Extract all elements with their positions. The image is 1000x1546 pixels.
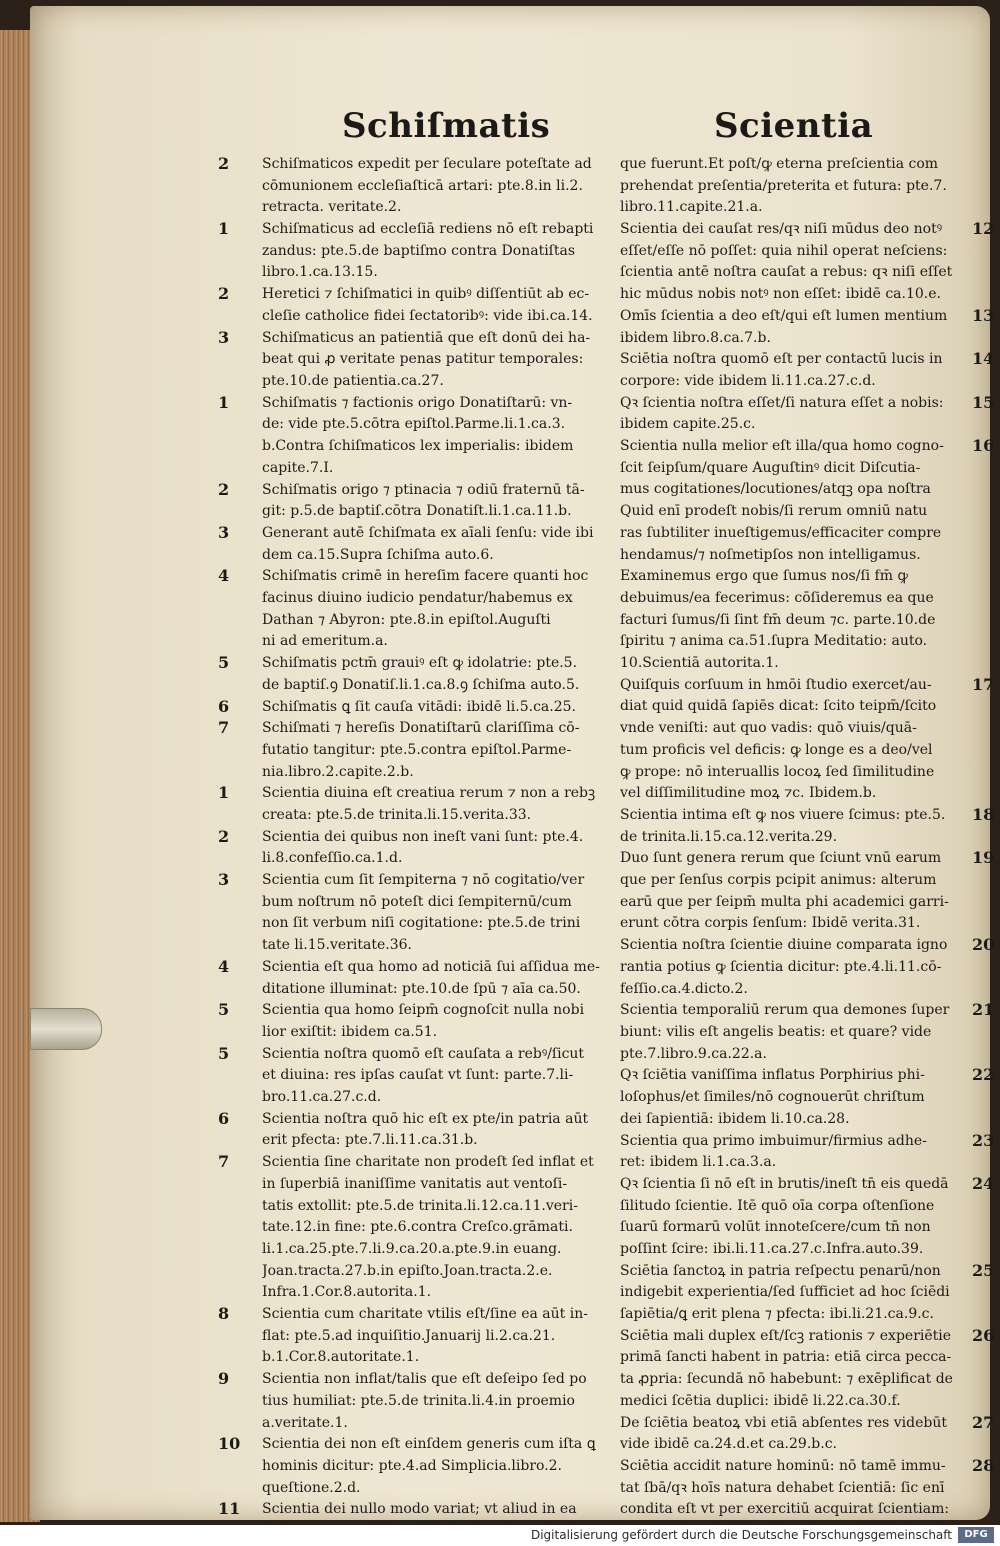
text-line: Examinemus ergo que ſumus nos/ſi fm̄ ꝙ <box>620 568 908 585</box>
entry-text <box>262 697 614 719</box>
entry-number: 21 <box>972 1000 995 1020</box>
entry-text <box>620 848 965 935</box>
index-entry <box>620 392 995 436</box>
text-line: eſſet/eſſe nō poſſet: quia nihil operat neſciens: <box>620 242 948 259</box>
index-entry <box>620 935 995 1000</box>
text-line: a.veritate.1. <box>262 1414 348 1431</box>
index-entry <box>620 1412 995 1456</box>
text-line: Heretici ⁊ ſchiſmatici in quibꝰ diſſentiūt ab ec- <box>262 286 590 303</box>
entry-number: 12 <box>972 219 995 239</box>
text-line: Scientia ſine charitate non prodeſt ſed inflat et <box>262 1154 594 1171</box>
text-line: condita eſt vt per exercitiū acquirat ſcientiam: <box>620 1501 950 1518</box>
index-entry <box>218 1000 614 1043</box>
dfg-logo: DFG <box>958 1527 994 1543</box>
text-line: git: p.5.de baptiſ.cōtra Donatiſt.li.1.ca.11.b. <box>262 503 572 520</box>
running-head-right: Scientia <box>714 106 874 146</box>
text-line: Scientia temporaliū rerum qua demones ſuper <box>620 1002 950 1019</box>
text-line: 10.Scientiā autorita.1. <box>620 654 779 671</box>
entry-text <box>620 805 965 848</box>
text-line: prehendat preſentia/preterita et futura: pte.7. <box>620 177 947 194</box>
entry-text <box>262 870 614 957</box>
text-line: Generant autē ſchiſmata ex aīali ſenſu: vide ibi <box>262 524 594 541</box>
text-line: ret: ibidem li.1.ca.3.a. <box>620 1154 777 1171</box>
text-line: Scientia dei cauſat res/qꝛ niſi mūdus deo notꝰ <box>620 221 943 238</box>
entry-number: 17 <box>972 674 995 694</box>
text-line: Scientia dei non eſt einſdem generis cum iſta ꝗ <box>262 1436 596 1453</box>
index-entry <box>620 805 995 848</box>
text-line: non ſit verbum niſi cogitatione: pte.5.de trini <box>262 915 581 932</box>
entry-number: 11 <box>218 1499 241 1519</box>
entry-number: 2 <box>218 154 230 173</box>
entry-number: 3 <box>218 327 230 347</box>
entry-text <box>620 1065 965 1130</box>
text-line: Sciētia accidit nature hominū: nō tamē immu- <box>620 1458 946 1474</box>
text-line: Scientia qua homo ſeipm̄ cognoſcit nulla nobi <box>262 1002 585 1019</box>
text-line: li.1.ca.25.pte.7.li.9.ca.20.a.pte.9.in euang. <box>262 1240 562 1257</box>
entry-number: 4 <box>218 956 230 976</box>
text-line: futatio tangitur: pte.5.contra epiſtol.Parme- <box>262 741 572 758</box>
text-line: retracta. veritate.2. <box>262 199 402 216</box>
entry-number: 19 <box>972 848 995 868</box>
index-entry <box>620 219 995 306</box>
index-entry <box>620 305 995 349</box>
text-line: ſcientia antē noſtra cauſat a rebus: qꝛ niſi eſſet <box>620 264 953 281</box>
index-entry <box>218 956 614 1000</box>
text-line: lior exiſtit: ibidem ca.51. <box>262 1023 438 1040</box>
text-line: tum proficis vel deficis: ꝙ longe es a deo/vel <box>620 741 933 758</box>
text-line: indigebit experientia/ſed ſufficiet ad hoc ſciēdi <box>620 1284 950 1301</box>
text-line: ibidem libro.8.ca.7.b. <box>620 329 771 346</box>
text-line: ditatione illuminat: pte.10.de ſpū ⁊ aīa ca.50. <box>262 980 581 997</box>
entry-text <box>620 1413 965 1456</box>
bookmark-clip <box>30 1008 102 1050</box>
entry-text <box>620 1326 965 1413</box>
entry-number: 1 <box>218 219 230 239</box>
entry-text <box>620 349 965 392</box>
index-entry <box>218 696 614 719</box>
text-line: ſapiētia/ꝗ erit plena ⁊ pfecta: ibi.li.21.ca.9.c. <box>620 1306 934 1323</box>
text-line: rantia potius ꝙ ſcientia dicitur: pte.4.li.11.cō- <box>620 958 942 975</box>
text-line: corpore: vide ibidem li.11.ca.27.c.d. <box>620 372 876 389</box>
entry-text <box>262 827 614 870</box>
text-line: dem ca.15.Supra ſchiſma auto.6. <box>262 546 494 563</box>
index-entry <box>218 479 614 523</box>
entry-text <box>262 480 614 523</box>
text-line: et diuina: res ipſas cauſat vt ſunt: parte.7.li- <box>262 1067 574 1084</box>
text-line: Scientia non inflat/talis que eſt deſeipo ſed po <box>262 1371 587 1388</box>
entry-number: 4 <box>218 566 230 586</box>
text-line: Scientia diuina eſt creatiua rerum ⁊ non a rebꝫ <box>262 785 596 802</box>
entry-number: 27 <box>972 1412 995 1432</box>
entry-text <box>620 393 965 436</box>
index-entry <box>620 1260 995 1326</box>
entry-number: 9 <box>218 1369 230 1389</box>
index-entry <box>218 392 614 480</box>
text-line: Duo ſunt genera rerum que ſciunt vnū earum <box>620 850 942 867</box>
entry-text <box>620 436 965 675</box>
entry-number: 5 <box>218 653 230 673</box>
entry-text <box>620 1000 965 1065</box>
text-line: nia.libro.2.capite.2.b. <box>262 763 414 780</box>
text-line: Qꝛ ſciētia vaniſſima inflatus Porphirius phi- <box>620 1067 925 1084</box>
entry-text <box>262 1000 614 1043</box>
entry-number: 15 <box>972 392 995 412</box>
text-line: poſſint ſcire: ibi.li.11.ca.27.c.Infra.auto.39. <box>620 1240 924 1257</box>
text-line: Scientia nulla melior eſt illa/qua homo cogno- <box>620 438 944 455</box>
text-line: libro.11.capite.21.a. <box>620 199 763 216</box>
text-line: de: vide pte.5.cōtra epiſtol.Parme.li.1.ca.3. <box>262 416 566 433</box>
running-head-left: Schiſmatis <box>342 106 551 146</box>
text-line: Scientia cum ſit ſempiterna ⁊ nō cogitatio/ver <box>262 872 585 889</box>
text-line: Sciētia noſtra quomō eſt per contactū lucis in <box>620 351 943 368</box>
text-line: Scientia noſtra quomō eſt cauſata a rebꝰ/ſicut <box>262 1045 585 1062</box>
text-line: Schiſmaticus an patientiā que eſt donū dei ha- <box>262 329 591 346</box>
text-line: Qꝛ ſcientia noſtra eſſet/ſi natura eſſet a nobis: <box>620 394 944 411</box>
text-line: Scientia noſtra ſcientie diuine comparata igno <box>620 937 948 954</box>
text-line: Scientia noſtra quō hic eſt ex pte/in patria aūt <box>262 1110 589 1127</box>
text-line: cōmunionem eccleſiaſticā artari: pte.8.in li.2. <box>262 177 583 194</box>
text-line: hominis dicitur: pte.4.ad Simplicia.libro.2. <box>262 1457 563 1474</box>
text-line: debuimus/ea fecerimus: cōſideremus ea que <box>620 589 934 606</box>
entry-text <box>262 653 614 696</box>
text-line: vnde veniſti: aut quo vadis: quō viuis/quā- <box>620 720 917 737</box>
text-line: Joan.tracta.27.b.in epiſto.Joan.tracta.2.e. <box>262 1262 553 1279</box>
text-line: libro.1.ca.13.15. <box>262 264 378 281</box>
text-line: tate.12.in fine: pte.6.contra Creſco.grāmati. <box>262 1219 573 1236</box>
entry-text <box>620 1456 965 1525</box>
text-line: Schiſmati ⁊ hereſis Donatiſtarū clariſſima cō- <box>262 720 580 737</box>
text-line: ta ꝓpria: ſecundā nō habebunt: ⁊ exēplificat de <box>620 1371 953 1388</box>
text-line: que fuerunt.Et poſt/ꝙ eterna preſcientia com <box>620 156 939 172</box>
entry-number: 6 <box>218 1108 230 1128</box>
entry-text <box>262 284 614 327</box>
index-entry <box>218 783 614 826</box>
text-line: tius humiliat: pte.5.de trinita.li.4.in proemio <box>262 1392 575 1409</box>
entry-text <box>262 1152 614 1304</box>
text-line: Scientia qua primo imbuimur/firmius adhe- <box>620 1132 927 1149</box>
text-line: mus cogitationes/locutiones/atqꝫ opa noſtra <box>620 481 931 498</box>
index-entry <box>218 1304 614 1369</box>
text-line: erit pfecta: pte.7.li.11.ca.31.b. <box>262 1132 478 1149</box>
text-line: Sciētia mali duplex eſt/ſcꝫ rationis ⁊ experiētie <box>620 1327 952 1344</box>
text-line: li.8.confeſſio.ca.1.d. <box>262 850 403 867</box>
entry-text <box>262 718 614 783</box>
text-line: de trinita.li.15.ca.12.verita.29. <box>620 828 838 845</box>
entry-number: 22 <box>972 1065 995 1085</box>
index-entry <box>218 1434 614 1499</box>
text-line: Scientia dei quibus non ineſt vani ſunt: pte.4. <box>262 828 584 845</box>
index-entry <box>218 826 614 870</box>
index-entry <box>218 1043 614 1109</box>
entry-number: 26 <box>972 1325 995 1345</box>
text-line: erunt cōtra corpis ſenſum: Ibidē verita.31. <box>620 915 921 932</box>
index-entry <box>218 653 614 696</box>
text-line: ꝙ prope: nō interuallis locoꝝ ſed ſimilitudine <box>620 763 935 780</box>
index-entry <box>218 1499 614 1525</box>
entry-text <box>620 675 965 805</box>
footer-credit-text: Digitalisierung gefördert durch die Deutsche Forschungsgemeinschaft <box>530 1528 952 1542</box>
text-line: biunt: vilis eſt angelis beatis: et quare? vide <box>620 1023 932 1040</box>
text-line: tat ſbā/qꝛ hoīs natura dehabet ſcientiā: ſic enī <box>620 1479 945 1496</box>
entry-text <box>262 154 614 219</box>
entry-text <box>620 219 965 306</box>
entry-text <box>620 1131 965 1174</box>
index-entry <box>218 566 614 653</box>
entry-text <box>262 1109 614 1152</box>
index-entry <box>218 1369 614 1434</box>
entry-number: 5 <box>218 1000 230 1020</box>
index-entry <box>620 436 995 675</box>
text-line: Sciētia ſanctoꝝ in patria reſpectu penarū/non <box>620 1262 941 1279</box>
text-line: ſuarū formarū volūt innoteſcere/cum tn̄ non <box>620 1219 931 1236</box>
entry-number: 1 <box>218 392 230 412</box>
entry-text <box>262 1044 614 1109</box>
text-line: Schiſmatis crimē in hereſim facere quanti hoc <box>262 568 589 585</box>
text-line: bum noſtrum nō poteſt dici ſempiternū/cum <box>262 893 572 910</box>
text-line: vel diſſimilitudine moꝝ ⁊c. Ibidem.b. <box>620 785 877 802</box>
index-entry <box>218 870 614 957</box>
text-line: beat qui ꝓ veritate penas patitur temporales: <box>262 351 584 368</box>
index-entry <box>620 848 995 935</box>
index-entry <box>218 154 614 219</box>
index-entry <box>218 327 614 393</box>
text-line: Quiſquis corſuum in hmōi ſtudio exercet/au- <box>620 676 932 693</box>
text-line: b.Contra ſchiſmaticos lex imperialis: ibidem <box>262 438 574 455</box>
text-line: facturi ſumus/ſi ſint fm̄ deum ⁊c. parte.10.de <box>620 611 936 628</box>
text-line: creata: pte.5.de trinita.li.15.verita.33. <box>262 806 532 823</box>
entry-number: 2 <box>218 479 230 499</box>
text-line: diat quid quidā ſapiēs dicat: ſcito teipm̄/ſcito <box>620 698 937 715</box>
text-line: hendamus/⁊ noſmetipſos non intelligamus. <box>620 546 921 563</box>
index-entry <box>620 1325 995 1413</box>
text-line: de baptiſ.ꝯ Donatiſ.li.1.ca.8.ꝯ ſchiſma auto.5. <box>262 676 580 693</box>
entry-text <box>262 219 614 284</box>
text-line: Scientia cum charitate vtilis eſt/ſine ea aūt in- <box>262 1306 588 1323</box>
text-line: Dathan ⁊ Abyron: pte.8.in epiſtol.Auguſti <box>262 611 551 628</box>
entry-text <box>620 935 965 1000</box>
text-line: ras ſubtiliter inueſtigemus/efficaciter compre <box>620 524 942 541</box>
entry-text <box>262 783 614 826</box>
entry-number: 7 <box>218 718 230 738</box>
entry-text <box>262 328 614 393</box>
text-line: ni ad emeritum.a. <box>262 633 388 650</box>
entry-number: 23 <box>972 1130 995 1150</box>
text-line: Scientia intima eſt ꝙ nos viuere ſcimus: pte.5. <box>620 807 946 823</box>
entry-number: 8 <box>218 1304 230 1324</box>
text-line: b.1.Cor.8.autoritate.1. <box>262 1349 420 1366</box>
entry-text <box>620 1261 965 1326</box>
text-line: Omīs ſcientia a deo eſt/qui eſt lumen mentium <box>620 307 948 324</box>
index-entry <box>218 1152 614 1304</box>
text-line: ſpiritu ⁊ anima ca.51.ſupra Meditatio: auto. <box>620 633 928 650</box>
text-line: pte.10.de patientia.ca.27. <box>262 372 444 389</box>
index-entry <box>620 349 995 392</box>
index-entry <box>620 674 995 805</box>
text-line: dei ſapientiā: ibidem li.10.ca.28. <box>620 1110 850 1127</box>
index-entry <box>620 1065 995 1130</box>
entry-text <box>620 1174 965 1261</box>
text-line: primā ſancti habent in patria: etiā circa pecca- <box>620 1349 952 1366</box>
text-line: hic mūdus nobis notꝰ non eſſet: ibidē ca.10.e. <box>620 286 941 303</box>
text-line: Infra.1.Cor.8.autorita.1. <box>262 1284 432 1301</box>
index-entry <box>620 1173 995 1261</box>
text-line: facinus diuino iudicio pendatur/habemus ex <box>262 589 573 606</box>
entry-number: 16 <box>972 436 995 456</box>
entry-number: 3 <box>218 870 230 890</box>
text-line: ſcit ſeipſum/quare Auguſtinꝰ dicit Diſcutia- <box>620 459 921 476</box>
entry-number: 2 <box>218 284 230 304</box>
entry-number: 13 <box>972 305 995 325</box>
index-entry <box>218 219 614 284</box>
text-line: earū que per ſeipm̄ multa phi academici garri- <box>620 893 949 910</box>
index-entry <box>218 1108 614 1152</box>
entry-text <box>262 523 614 566</box>
text-line: pte.7.libro.9.ca.22.a. <box>620 1045 767 1062</box>
entry-number: 1 <box>218 783 230 803</box>
index-entry <box>620 1130 995 1174</box>
entry-text <box>262 1369 614 1434</box>
index-entry <box>218 718 614 783</box>
text-line: ibidem capite.25.c. <box>620 416 756 433</box>
text-line: Quid enī prodeſt nobis/ſi rerum omniū natu <box>620 503 928 520</box>
text-line: Schiſmatis ⁊ factionis origo Donatiſtarū: vn- <box>262 394 573 411</box>
entry-number: 24 <box>972 1173 995 1193</box>
entry-text <box>262 1434 614 1499</box>
entry-number: 7 <box>218 1152 230 1172</box>
book-page <box>30 6 995 1520</box>
entry-number: 25 <box>972 1260 995 1280</box>
entry-number: 6 <box>218 696 230 716</box>
digitization-footer <box>0 1525 1000 1546</box>
text-line: flat: pte.5.ad inquiſitio.Januarij li.2.ca.21. <box>262 1327 556 1344</box>
text-line: capite.7.I. <box>262 459 334 476</box>
text-line: Qꝛ ſcientia ſi nō eſt in brutis/ineſt tn̄ eis quedā <box>620 1175 949 1192</box>
entry-number: 5 <box>218 1043 230 1063</box>
entry-number: 14 <box>972 349 995 369</box>
entry-text <box>620 306 965 349</box>
text-line: in ſuperbiā inaniſſime vanitatis aut ventoſi- <box>262 1175 568 1192</box>
text-line: cleſie catholice fidei ſectatoribꝰ: vide ibi.ca.14. <box>262 307 593 324</box>
text-line: Scientia eſt qua homo ad noticiā ſui aſſidua me- <box>262 958 600 975</box>
entry-text <box>262 957 614 1000</box>
text-line: tatis extollit: pte.5.de trinita.li.12.ca.11.veri- <box>262 1197 578 1214</box>
entry-text <box>262 393 614 480</box>
entry-text <box>620 154 965 219</box>
index-entry <box>620 154 965 219</box>
index-entry <box>218 522 614 566</box>
text-line: feſſio.ca.4.dicto.2. <box>620 980 748 997</box>
text-line: vide ibidē ca.24.d.et ca.29.b.c. <box>620 1436 837 1453</box>
text-line: Schiſmatis pctm̄ grauiꝰ eſt ꝙ idolatrie: pte.5. <box>262 655 578 672</box>
entry-number: 3 <box>218 522 230 542</box>
entry-number: 20 <box>972 935 995 955</box>
entry-text <box>262 1499 614 1525</box>
entry-number: 10 <box>218 1434 241 1454</box>
text-line: Scientia dei nullo modo variat; vt aliud in ea <box>262 1501 577 1518</box>
entry-number: 28 <box>972 1456 995 1475</box>
text-line: Schiſmatis ꝗ ſit cauſa vitādi: ibidē li.5.ca.25. <box>262 698 576 715</box>
text-line: ſilitudo ſcientie. Itē quō oīa corpa oſtenſione <box>620 1197 935 1214</box>
index-entry <box>218 284 614 327</box>
index-entry <box>620 1456 995 1525</box>
entry-text <box>262 1304 614 1369</box>
text-line: Schiſmaticus ad eccleſiā rediens nō eſt rebapti <box>262 221 594 238</box>
text-line: De ſciētia beatoꝝ vbi etiā abſentes res videbūt <box>620 1414 948 1431</box>
entry-text <box>262 566 614 653</box>
text-line: bro.11.ca.27.c.d. <box>262 1089 382 1106</box>
text-line: Schiſmatis origo ⁊ ptinacia ⁊ odiū fraternū tā- <box>262 481 585 498</box>
entry-number: 2 <box>218 826 230 846</box>
index-entry <box>620 1000 995 1065</box>
text-line: Schiſmaticos expedit per ſeculare poteſtate ad <box>262 156 592 172</box>
text-line: tate li.15.veritate.36. <box>262 937 412 954</box>
text-line: zandus: pte.5.de baptiſmo contra Donatiſtas <box>262 242 576 259</box>
text-line: queſtione.2.d. <box>262 1479 361 1496</box>
text-line: medici ſcētia duplici: ibidē li.22.ca.30.f. <box>620 1392 901 1409</box>
text-line: que per ſenſus corpis pcipit animus: alterum <box>620 872 937 889</box>
entry-number: 18 <box>972 805 995 824</box>
text-line: loſophus/et ſimiles/nō cognouerūt chriſtum <box>620 1089 925 1106</box>
